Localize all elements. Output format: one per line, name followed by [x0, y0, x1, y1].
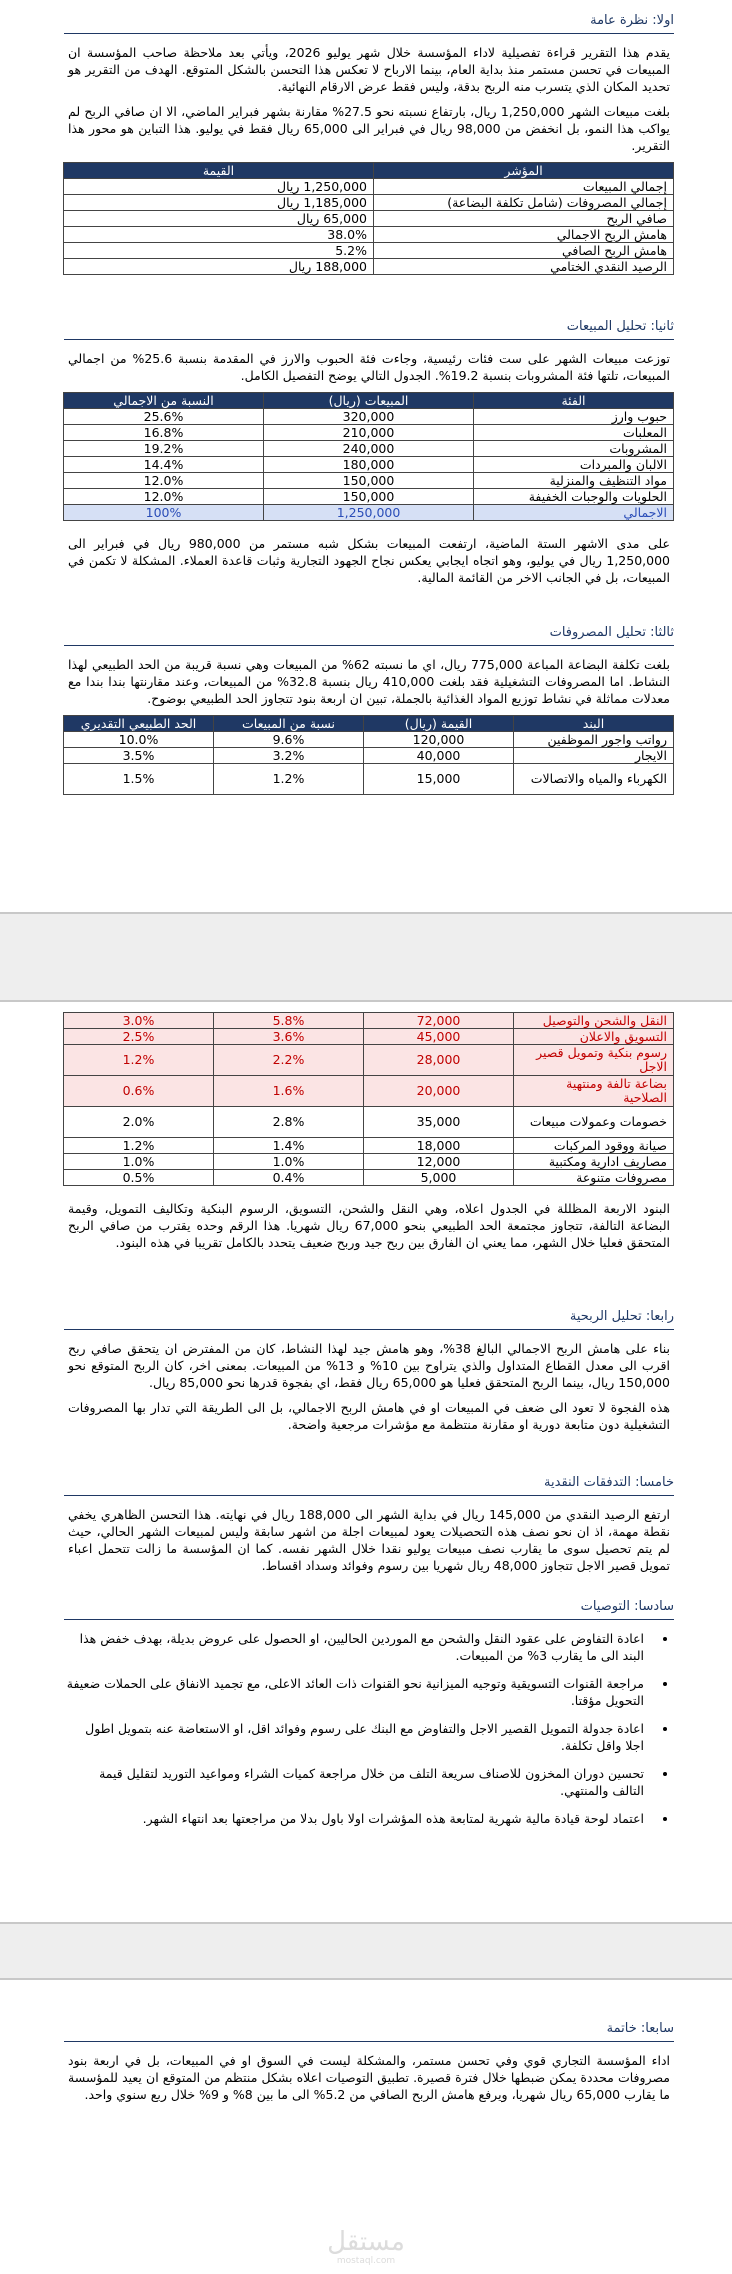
table-row [64, 473, 674, 489]
table-row [64, 457, 674, 473]
page-break [0, 1922, 732, 1980]
profitability-paragraph-1: بناء على هامش الربح الاجمالي البالغ 38%، وهو هامش جيد لهذا النشاط، كان من المفترض ان يتحقق صافي ربح اقرب الى معدل القطاع المتداول والذي يتراوح بين 10% و 13% من المبيعات. بمعنى اخر، كان الربح المتوقع نحو 150,000 ريال، بينما الربح المتحقق فعليا هو 65,000 ريال فقط، اي بفجوة قدرها نحو 85,000 ريال. [68, 1341, 671, 1390]
cell: 25.6% [64, 409, 264, 425]
table-row [64, 764, 674, 795]
table-header: المؤشر [374, 163, 674, 179]
table-row [64, 409, 674, 425]
cell: بضاعة تالفة ومنتهية الصلاحية [514, 1076, 674, 1107]
table-row [64, 425, 674, 441]
cell: الالبان والمبردات [474, 457, 674, 473]
cell: 100% [64, 505, 264, 521]
table-header: الفئة [474, 393, 674, 409]
cell: هامش الربح الاجمالي [374, 227, 674, 243]
cell: 1.6% [214, 1076, 364, 1107]
cell: 0.5% [64, 1170, 214, 1186]
table-row [64, 441, 674, 457]
report-page-3 [0, 1980, 732, 2274]
table-total-row [64, 505, 674, 521]
section-title-sales: ثانيا: تحليل المبيعات [64, 316, 674, 340]
cell: 150,000 [264, 473, 474, 489]
cell: هامش الربح الصافي [374, 243, 674, 259]
table-header: المبيعات (ريال) [264, 393, 474, 409]
table-row [64, 1170, 674, 1186]
cell: 10.0% [64, 732, 214, 748]
cell: 0.4% [214, 1170, 364, 1186]
cell: 3.0% [64, 1013, 214, 1029]
cell: 35,000 [364, 1107, 514, 1138]
cell: مصروفات متنوعة [514, 1170, 674, 1186]
table-header: البند [514, 716, 674, 732]
cell: 0.6% [64, 1076, 214, 1107]
cell: 12.0% [64, 473, 264, 489]
cell: حبوب وارز [474, 409, 674, 425]
list-item: • تحسين دوران المخزون للاصناف سريعة التلف من خلال مراجعة كميات الشراء ومواعيد التوريد لتقليل قيمة التالف والمنتهي. [64, 1765, 652, 1799]
section-title-conclusion: سابعا: خاتمة [64, 2018, 674, 2042]
cell: 188,000 ريال [64, 259, 374, 275]
table-row [64, 748, 674, 764]
cell: المشروبات [474, 441, 674, 457]
conclusion-paragraph: اداء المؤسسة التجاري قوي وفي تحسن مستمر، والمشكلة ليست في السوق او في المبيعات، بل في اربعة بنود مصروفات محددة يمكن ضبطها خلال فترة قصيرة. تطبيق التوصيات اعلاه بشكل منتظم من المتوقع ان يعيد للمؤسسة ما يقارب 65,000 ريال شهريا، ويرفع هامش الربح الصافي من 5.2% الى ما بين 8% و 9% خلال ربع سنوي واحد. [68, 2053, 670, 2102]
cell: 65,000 ريال [64, 211, 374, 227]
report-page-1 [0, 0, 732, 912]
expenses-paragraph-1: بلغت تكلفة البضاعة المباعة 775,000 ريال، اي ما نسبته 62% من المبيعات وهي نسبة قريبة من الحد الطبيعي لهذا النشاط. اما المصروفات التشغيلية فقد بلغت 410,000 ريال بنسبة 32.8% من المبيعات، وعند مقارنتها بندا بندا مع معدلات مماثلة في نشاط توزيع المواد الغذائية بالجملة، تبين ان اربعة بنود تتجاوز الحد الطبيعي بوضوح. [68, 657, 670, 706]
cell: 120,000 [364, 732, 514, 748]
cell: 240,000 [264, 441, 474, 457]
cell: النقل والشحن والتوصيل [514, 1013, 674, 1029]
cell: 18,000 [364, 1138, 514, 1154]
cell: 1.2% [64, 1138, 214, 1154]
cell: إجمالي المصروفات (شامل تكلفة البضاعة) [374, 195, 674, 211]
overview-paragraph-2: بلغت مبيعات الشهر 1,250,000 ريال، بارتفاع نسبته نحو 27.5% مقارنة بشهر فبراير الماضي، الا ان صافي الربح لم يواكب هذا النمو، بل انخفض من 98,000 ريال في فبراير الى 65,000 ريال فقط في يوليو. هذا التباين هو محور هذا التقرير. [68, 104, 670, 153]
section-title-expenses: ثالثا: تحليل المصروفات [64, 622, 674, 646]
cell: 5.8% [214, 1013, 364, 1029]
table-header: القيمة [64, 163, 374, 179]
table-row [64, 179, 674, 195]
cell: 45,000 [364, 1029, 514, 1045]
cell: 72,000 [364, 1013, 514, 1029]
list-item: • اعادة جدولة التمويل القصير الاجل والتفاوض مع البنك على رسوم وفوائد اقل، او الاستعاضة عنه بتمويل اطول اجلا واقل تكلفة. [64, 1720, 652, 1754]
table-row [64, 195, 674, 211]
cell: الكهرباء والمياه والاتصالات [514, 764, 674, 795]
table-row-flagged [64, 1076, 674, 1107]
cell: خصومات وعمولات مبيعات [514, 1107, 674, 1138]
sales-table [63, 392, 674, 521]
table-row [64, 489, 674, 505]
table-header: نسبة من المبيعات [214, 716, 364, 732]
sales-paragraph-1: توزعت مبيعات الشهر على ست فئات رئيسية، وجاءت فئة الحبوب والارز في المقدمة بنسبة 25.6% من اجمالي المبيعات، تلتها فئة المشروبات بنسبة 19.2%. الجدول التالي يوضح التفصيل الكامل. [68, 351, 671, 383]
cell: 19.2% [64, 441, 264, 457]
list-item: • اعتماد لوحة قيادة مالية شهرية لمتابعة هذه المؤشرات اولا باول بدلا من مراجعتها بعد انتهاء الشهر. [64, 1810, 652, 1827]
cell: 38.0% [64, 227, 374, 243]
summary-table [63, 162, 674, 275]
cell: 150,000 [264, 489, 474, 505]
profitability-paragraph-2: هذه الفجوة لا تعود الى ضعف في المبيعات او في هامش الربح الاجمالي، بل الى الطريقة التي تدار بها المصروفات التشغيلية دون متابعة دورية او مقارنة منتظمة مع مؤشرات مرجعية واضحة. [68, 1400, 670, 1432]
cell: صافي الربح [374, 211, 674, 227]
page-break [0, 912, 732, 1002]
overview-paragraph-1: يقدم هذا التقرير قراءة تفصيلية لاداء المؤسسة خلال شهر يوليو 2026، ويأتي بعد ملاحظة صاحب المؤسسة ان المبيعات في تحسن مستمر منذ بداية العام، بينما الارباح لا تعكس هذا التحسن بالشكل المتوقع. الهدف من التقرير هو تحديد المكان الذي يتسرب منه الربح بدقة، وليس فقط عرض الارقام النهائية. [68, 45, 671, 94]
cell: مصاريف ادارية ومكتبية [514, 1154, 674, 1170]
table-header: النسبة من الاجمالي [64, 393, 264, 409]
table-row [64, 243, 674, 259]
cell: 15,000 [364, 764, 514, 795]
cell: مواد التنظيف والمنزلية [474, 473, 674, 489]
cell: 9.6% [214, 732, 364, 748]
table-row [64, 1154, 674, 1170]
sales-paragraph-2: على مدى الاشهر الستة الماضية، ارتفعت المبيعات بشكل شبه مستمر من 980,000 ريال في فبراير الى 1,250,000 ريال في يوليو، وهو اتجاه ايجابي يعكس نجاح الجهود التجارية وثبات قاعدة العملاء. المشكلة لا تكمن في المبيعات، بل في الجانب الاخر من القائمة المالية. [68, 536, 670, 585]
table-row-flagged [64, 1029, 674, 1045]
cell: 3.2% [214, 748, 364, 764]
cell: الاجمالي [474, 505, 674, 521]
report-page-2 [0, 1002, 732, 1922]
cell: 2.8% [214, 1107, 364, 1138]
table-header: الحد الطبيعي التقديري [64, 716, 214, 732]
table-row-flagged [64, 1013, 674, 1029]
section-title-profitability: رابعا: تحليل الربحية [64, 1306, 674, 1330]
cell: المعلبات [474, 425, 674, 441]
cell: الرصيد النقدي الختامي [374, 259, 674, 275]
cell: 1,250,000 ريال [64, 179, 374, 195]
expenses-table-part-2 [63, 1012, 674, 1186]
cell: 5,000 [364, 1170, 514, 1186]
list-item: • مراجعة القنوات التسويقية وتوجيه الميزانية نحو القنوات ذات العائد الاعلى، مع تجميد الانفاق على الحملات ضعيفة التحويل مؤقتا. [64, 1675, 652, 1709]
cell: 12,000 [364, 1154, 514, 1170]
cell: 180,000 [264, 457, 474, 473]
expenses-table-part-1 [63, 715, 674, 795]
cashflow-paragraph: ارتفع الرصيد النقدي من 145,000 ريال في بداية الشهر الى 188,000 ريال في نهايته. هذا التحسن الظاهري يخفي نقطة مهمة، اذ ان نحو نصف هذه التحصيلات يعود لمبيعات اجلة من اشهر سابقة وليس لمبيعات الشهر الحالي، حيث لم يتم تحصيل سوى ما يقارب نصف مبيعات يوليو نقدا خلال الشهر نفسه. كما ان المؤسسة ما زالت تتحمل اعباء تمويل قصير الاجل تتجاوز 48,000 ريال شهريا بين رسوم وفوائد وسداد اقساط. [68, 1507, 670, 1573]
section-title-overview: اولا: نظرة عامة [64, 10, 674, 34]
watermark-url: mostaql.com [336, 2256, 396, 2266]
cell: 1,250,000 [264, 505, 474, 521]
watermark-logo: مستقل [327, 2227, 405, 2257]
cell: 12.0% [64, 489, 264, 505]
cell: 3.6% [214, 1029, 364, 1045]
table-row [64, 227, 674, 243]
cell: 2.2% [214, 1045, 364, 1076]
cell: 1,185,000 ريال [64, 195, 374, 211]
cell: الحلويات والوجبات الخفيفة [474, 489, 674, 505]
cell: الايجار [514, 748, 674, 764]
cell: صيانة ووقود المركبات [514, 1138, 674, 1154]
cell: 320,000 [264, 409, 474, 425]
table-header: القيمة (ريال) [364, 716, 514, 732]
cell: 2.5% [64, 1029, 214, 1045]
list-item: • اعادة التفاوض على عقود النقل والشحن مع الموردين الحاليين، او الحصول على عروض بديلة، بهدف خفض هذا البند الى ما يقارب 3% من المبيعات. [64, 1630, 652, 1664]
cell: 20,000 [364, 1076, 514, 1107]
cell: 1.2% [214, 764, 364, 795]
cell: 3.5% [64, 748, 214, 764]
cell: رواتب واجور الموظفين [514, 732, 674, 748]
cell: 210,000 [264, 425, 474, 441]
section-title-recommendations: سادسا: التوصيات [64, 1596, 674, 1620]
cell: 28,000 [364, 1045, 514, 1076]
cell: إجمالي المبيعات [374, 179, 674, 195]
cell: 5.2% [64, 243, 374, 259]
cell: رسوم بنكية وتمويل قصير الاجل [514, 1045, 674, 1076]
cell: 16.8% [64, 425, 264, 441]
table-row [64, 1107, 674, 1138]
table-row [64, 1138, 674, 1154]
table-row [64, 211, 674, 227]
recommendations-list [64, 1630, 674, 1827]
expenses-paragraph-2: البنود الاربعة المظللة في الجدول اعلاه، وهي النقل والشحن، التسويق، الرسوم البنكية وتكاليف التمويل، وقيمة البضاعة التالفة، تتجاوز مجتمعة الحد الطبيعي بنحو 67,000 ريال شهريا. هذا الرقم وحده يقترب من صافي الربح المتحقق فعليا خلال الشهر، مما يعني ان الفارق بين ربح جيد وربح ضعيف يتحدد بالكامل تقريبا في هذه البنود. [68, 1201, 670, 1250]
cell: 1.4% [214, 1138, 364, 1154]
cell: 14.4% [64, 457, 264, 473]
cell: التسويق والاعلان [514, 1029, 674, 1045]
table-row-flagged [64, 1045, 674, 1076]
table-row [64, 732, 674, 748]
cell: 40,000 [364, 748, 514, 764]
cell: 2.0% [64, 1107, 214, 1138]
cell: 1.0% [64, 1154, 214, 1170]
section-title-cashflow: خامسا: التدفقات النقدية [64, 1472, 674, 1496]
table-row [64, 259, 674, 275]
cell: 1.0% [214, 1154, 364, 1170]
cell: 1.5% [64, 764, 214, 795]
cell: 1.2% [64, 1045, 214, 1076]
